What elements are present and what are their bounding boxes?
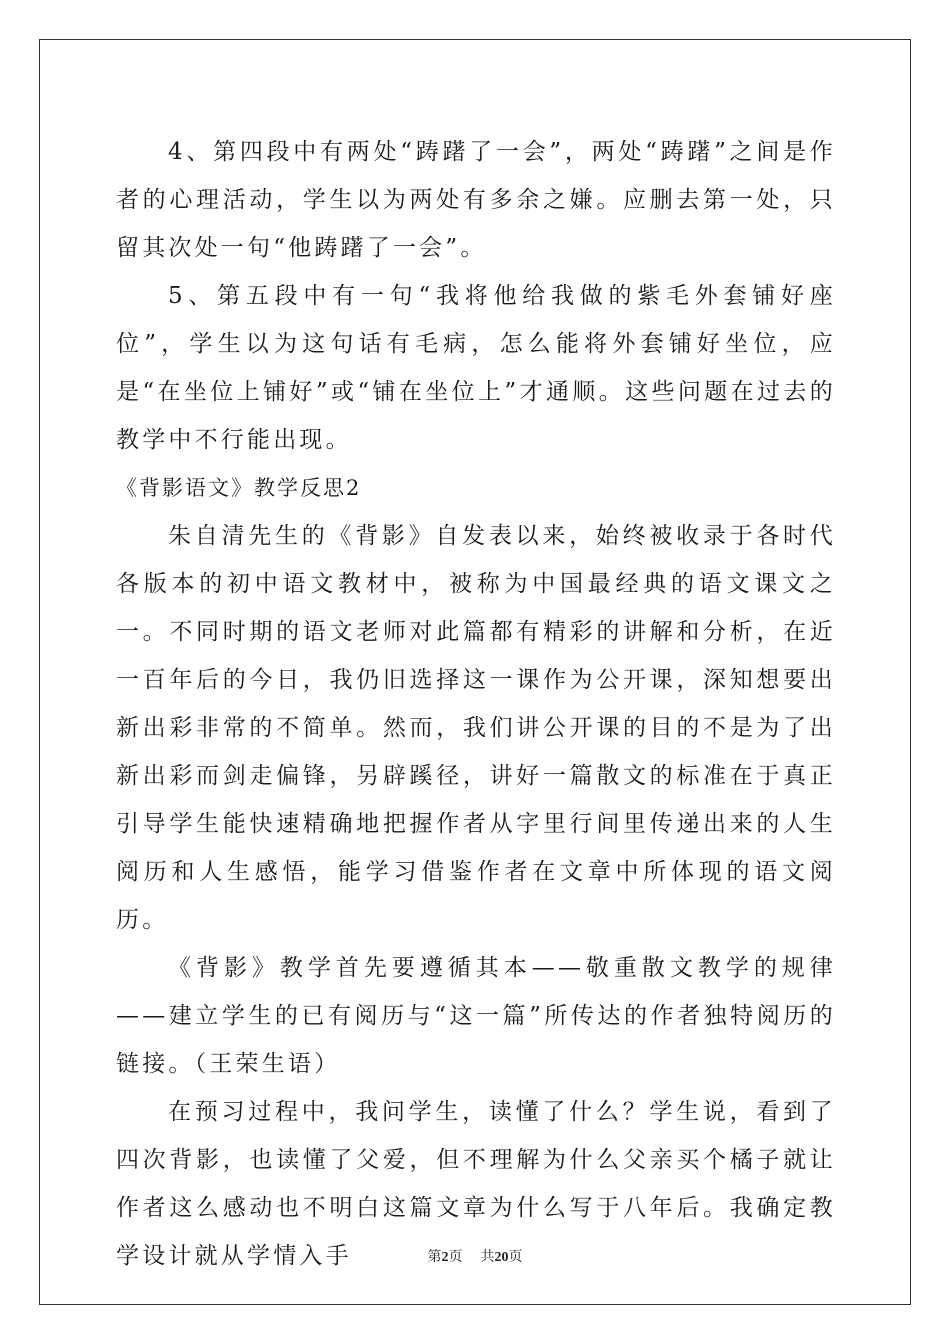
total-suffix: 页 (508, 1249, 523, 1265)
paragraph-intro: 朱自清先生的《背影》自发表以来，始终被收录于各时代各版本的初中语文教材中，被称为中国最经典的语文课文之一。不同时期的语文老师对此篇都有精彩的讲解和分析，在近一百年后的今日，我仍旧选择这一课作为公开课，深知想要出新出彩非常的不简单。然而，我们讲公开课的目的不是为了出新出彩而剑走偏锋，另辟蹊径，讲好一篇散文的标准在于真正引导学生能快速精确地把握作者从字里行间里传递出来的人生阅历和人生感悟，能学习借鉴作者在文章中所体现的语文阅历。 (116, 523, 836, 933)
paragraph-item-4: 4、第四段中有两处“踌躇了一会”，两处“踌躇”之间是作者的心理活动，学生以为两处有多余之嫌。应删去第一处，只留其次处一句“他踌躇了一会”。 (116, 139, 836, 261)
page-footer (0, 1246, 950, 1266)
total-prefix: 共 (480, 1249, 495, 1265)
page-number: 2 (441, 1250, 449, 1265)
paragraph-item-5: 5、第五段中有一句“我将他给我做的紫毛外套铺好座位”，学生以为这句话有毛病，怎么能将外套铺好坐位，应是“在坐位上铺好”或“铺在坐位上”才通顺。这些问题在过去的教学中不行能出现。 (116, 283, 836, 453)
paragraph-preview: 在预习过程中，我问学生，读懂了什么？学生说，看到了四次背影，也读懂了父爱，但不理解为什么父亲买个橘子就让作者这么感动也不明白这篇文章为什么写于八年后。我确定教学设计就从学情入手 (116, 1099, 836, 1269)
page-suffix: 页 (448, 1249, 463, 1265)
page-prefix: 第 (427, 1249, 442, 1265)
document-body (116, 128, 836, 1280)
total-pages: 20 (494, 1250, 509, 1265)
section-heading: 《背影语文》教学反思2 (116, 476, 362, 500)
paragraph-principle: 《背影》教学首先要遵循其本——敬重散文教学的规律——建立学生的已有阅历与“这一篇”所传达的作者独特阅历的链接。（王荣生语） (116, 955, 836, 1077)
